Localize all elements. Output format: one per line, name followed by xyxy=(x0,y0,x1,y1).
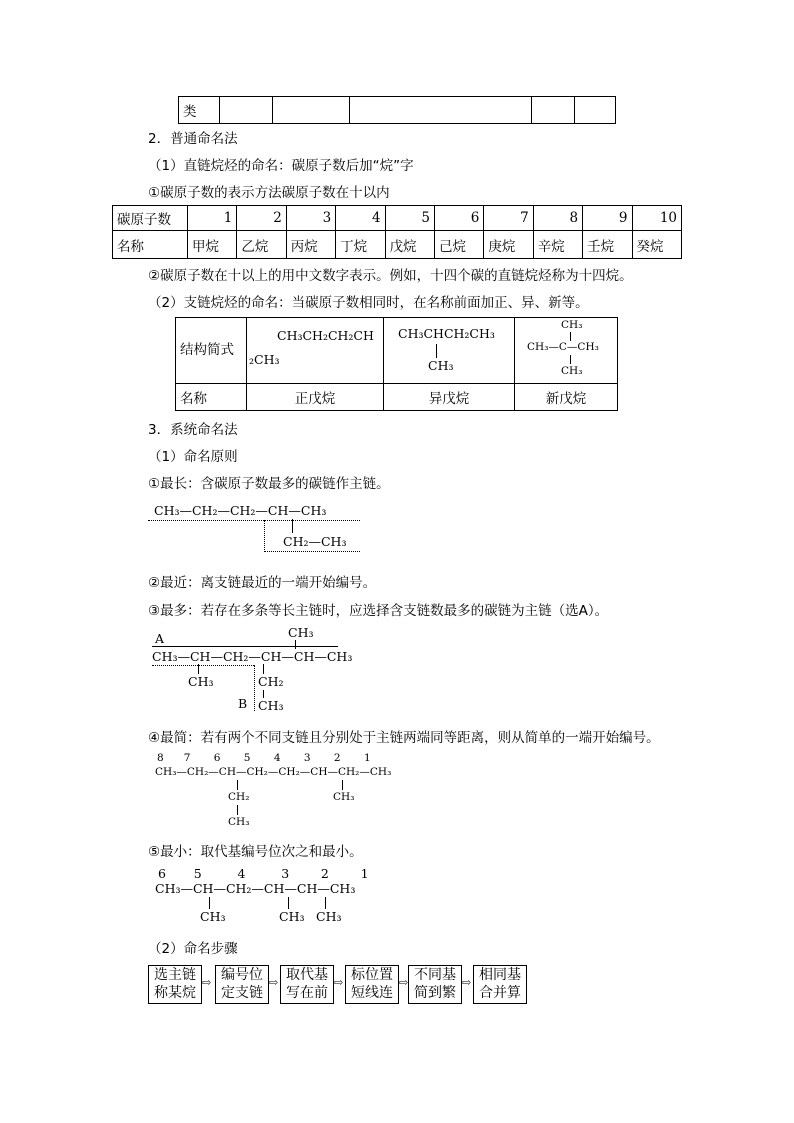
carbon-number: 6 xyxy=(434,206,483,231)
top-table-cell: 类 xyxy=(179,97,220,124)
branch-name: 异戊烷 xyxy=(384,384,515,411)
carbon-name: 甲烷 xyxy=(188,231,237,259)
branch-row1-label: 结构简式 xyxy=(176,318,247,384)
structure-n-pentane: CH₃CH₂CH₂CH ₂CH₃ xyxy=(247,318,384,384)
rule-simplest: ④最简：若有两个不同支链且分别处于主链两端同等距离，则从简单的一端开始编号。 xyxy=(148,730,660,746)
step-box: 标位置 短线连 xyxy=(345,965,399,1004)
structure-isopentane: CH₃CHCH₂CH₃ CH₃ xyxy=(384,318,515,384)
carbon-number: 4 xyxy=(336,206,385,231)
carbon-name: 戊烷 xyxy=(385,231,434,259)
rule-most: ③最多：若存在多条等长主链时，应选择含支链数最多的碳链为主链（选A）。 xyxy=(148,603,609,619)
arrow-icon: ⇨ xyxy=(334,976,344,989)
carbon-number: 1 xyxy=(188,206,237,231)
carbon-number: 8 xyxy=(533,206,582,231)
branch-row2-label: 名称 xyxy=(176,384,247,411)
step-box: 编号位 定支链 xyxy=(215,965,269,1004)
rule-nearest: ②最近：离支链最近的一端开始编号。 xyxy=(148,575,377,591)
carbon-number: 7 xyxy=(484,206,533,231)
top-table xyxy=(178,96,616,124)
arrow-icon: ⇨ xyxy=(399,976,409,989)
section3-heading: 3．系统命名法 xyxy=(148,422,238,438)
step-box: 相同基 合并算 xyxy=(473,965,527,1004)
carbon-name: 乙烷 xyxy=(237,231,286,259)
section2-item2: ②碳原子数在十以上的用中文数字表示。例如，十四个碳的直链烷烃称为十四烷。 xyxy=(148,268,633,284)
rule-smallest: ⑤最小：取代基编号位次之和最小。 xyxy=(148,844,363,860)
branch-name: 正戊烷 xyxy=(247,384,384,411)
structure-neopentane: CH₃ CH₃—C—CH₃ CH₃ xyxy=(515,318,618,384)
step-box: 取代基 写在前 xyxy=(280,965,334,1004)
section2-sub2: （2）支链烷烃的命名：当碳原子数相同时，在名称前面加正、异、新等。 xyxy=(148,295,589,311)
branch-name: 新戊烷 xyxy=(515,384,618,411)
carbon-row2-label: 名称 xyxy=(113,231,188,259)
carbon-name: 庚烷 xyxy=(484,231,533,259)
carbon-row1-label: 碳原子数 xyxy=(113,206,188,231)
section3-sub2: （2）命名步骤 xyxy=(148,941,238,957)
carbon-name: 癸烷 xyxy=(632,231,681,259)
rule-longest: ①最长：含碳原子数最多的碳链作主链。 xyxy=(148,476,390,492)
carbon-number: 9 xyxy=(583,206,632,231)
section2-sub1: （1）直链烷烃的命名：碳原子数后加“烷”字 xyxy=(148,158,414,174)
carbon-name: 辛烷 xyxy=(533,231,582,259)
section2-heading: 2．普通命名法 xyxy=(148,131,238,147)
carbon-number: 3 xyxy=(286,206,335,231)
carbon-number: 5 xyxy=(385,206,434,231)
section2-item1: ①碳原子数的表示方法碳原子数在十以内 xyxy=(148,185,390,201)
carbon-name: 丙烷 xyxy=(286,231,335,259)
carbon-number: 2 xyxy=(237,206,286,231)
carbon-table xyxy=(112,205,682,259)
carbon-name: 丁烷 xyxy=(336,231,385,259)
carbon-number: 10 xyxy=(632,206,681,231)
section3-sub1: （1）命名原则 xyxy=(148,449,238,465)
carbon-name: 壬烷 xyxy=(583,231,632,259)
arrow-icon: ⇨ xyxy=(269,976,279,989)
arrow-icon: ⇨ xyxy=(202,976,212,989)
arrow-icon: ⇨ xyxy=(462,976,472,989)
step-box: 选主链 称某烷 xyxy=(148,965,202,1004)
branch-table xyxy=(175,317,618,411)
carbon-name: 己烷 xyxy=(434,231,483,259)
step-box: 不同基 简到繁 xyxy=(408,965,462,1004)
